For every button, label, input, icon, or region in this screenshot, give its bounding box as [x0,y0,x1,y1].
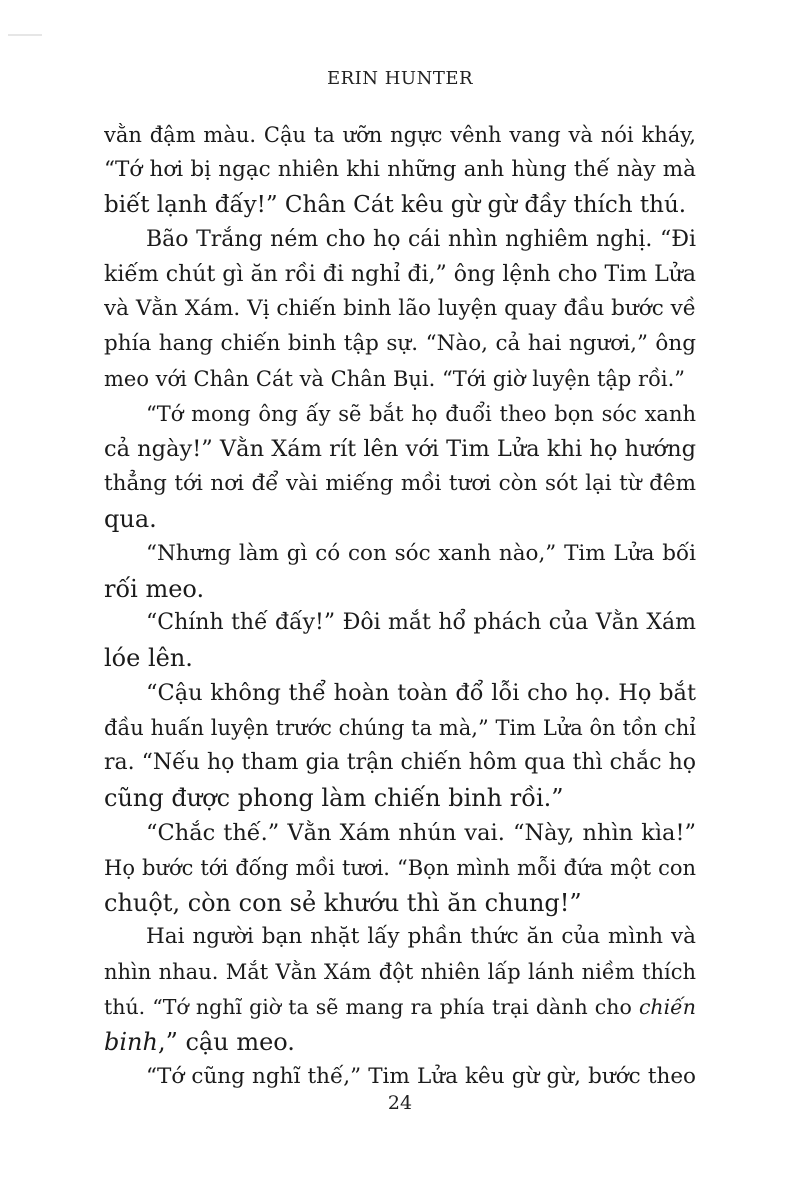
text-line: cả ngày!” Vằn Xám rít lên với Tim Lửa khi họ hướng [104,436,696,463]
page-number: 24 [387,1092,413,1114]
text-line: nhìn nhau. Mắt Vằn Xám đột nhiên lấp lánh niềm thích [104,960,696,985]
text-line: “Cậu không thể hoàn toàn đổ lỗi cho họ. Họ bắt [146,680,696,707]
text-line: Bão Trắng ném cho họ cái nhìn nghiêm nghị. “Đi [146,226,696,252]
text-line: qua. [104,504,157,533]
text-line: meo với Chân Cát và Chân Bụi. “Tới giờ luyện tập rồi.” [104,367,686,392]
text-line: kiếm chút gì ăn rồi đi nghỉ đi,” ông lệnh cho Tim Lửa [104,261,696,287]
text-line: ra. “Nếu họ tham gia trận chiến hôm qua thì chắc họ [104,750,696,776]
text-line: biết lạnh đấy!” Chân Cát kêu gừ gừ đầy thích thú. [104,191,687,218]
text-line: “Chính thế đấy!” Đôi mắt hổ phách của Vằn Xám [146,610,696,636]
text-line: “Tớ hơi bị ngạc nhiên khi những anh hùng thế này mà [104,156,696,182]
text-line: Hai người bạn nhặt lấy phần thức ăn của mình và [146,924,696,950]
text-line: vằn đậm màu. Cậu ta ưỡn ngực vênh vang và nói kháy, [104,123,696,147]
body-text [104,118,696,1095]
text-line: chuột, còn con sẻ khướu thì ăn chung!” [104,888,582,917]
text-line: “Nhưng làm gì có con sóc xanh nào,” Tim Lửa bối [146,540,696,566]
text-line: “Tớ mong ông ấy sẽ bắt họ đuổi theo bọn sóc xanh [146,402,696,427]
italic-word: chiến [638,995,696,1020]
text-line: và Vằn Xám. Vị chiến binh lão luyện quay đầu bước về [104,296,696,322]
text-run: ,” cậu meo. [157,1028,295,1057]
running-header: ERIN HUNTER [326,68,474,89]
text-line: “Chắc thế.” Vằn Xám nhún vai. “Này, nhìn kìa!” [146,819,696,846]
text-line [104,1025,696,1060]
text-line: “Tớ cũng nghĩ thế,” Tim Lửa kêu gừ gừ, bước theo [146,1064,696,1090]
italic-word: binh [104,1028,158,1057]
text-line: đầu huấn luyện trước chúng ta mà,” Tim Lửa ôn tồn chỉ [104,716,696,741]
text-line [104,990,696,1025]
text-line: lóe lên. [104,644,193,673]
text-line: cũng được phong làm chiến binh rồi.” [104,783,564,812]
text-line: thẳng tới nơi để vài miếng mồi tươi còn sót lại từ đêm [104,470,696,496]
text-run: thú. “Tớ nghĩ giờ ta sẽ mang ra phía trại dành cho [104,995,639,1020]
scan-mark [8,34,42,36]
text-line: rối meo. [104,574,205,603]
text-line: phía hang chiến binh tập sự. “Nào, cả hai ngươi,” ông [104,331,696,357]
text-line: Họ bước tới đống mồi tươi. “Bọn mình mỗi đứa một con [104,855,696,880]
